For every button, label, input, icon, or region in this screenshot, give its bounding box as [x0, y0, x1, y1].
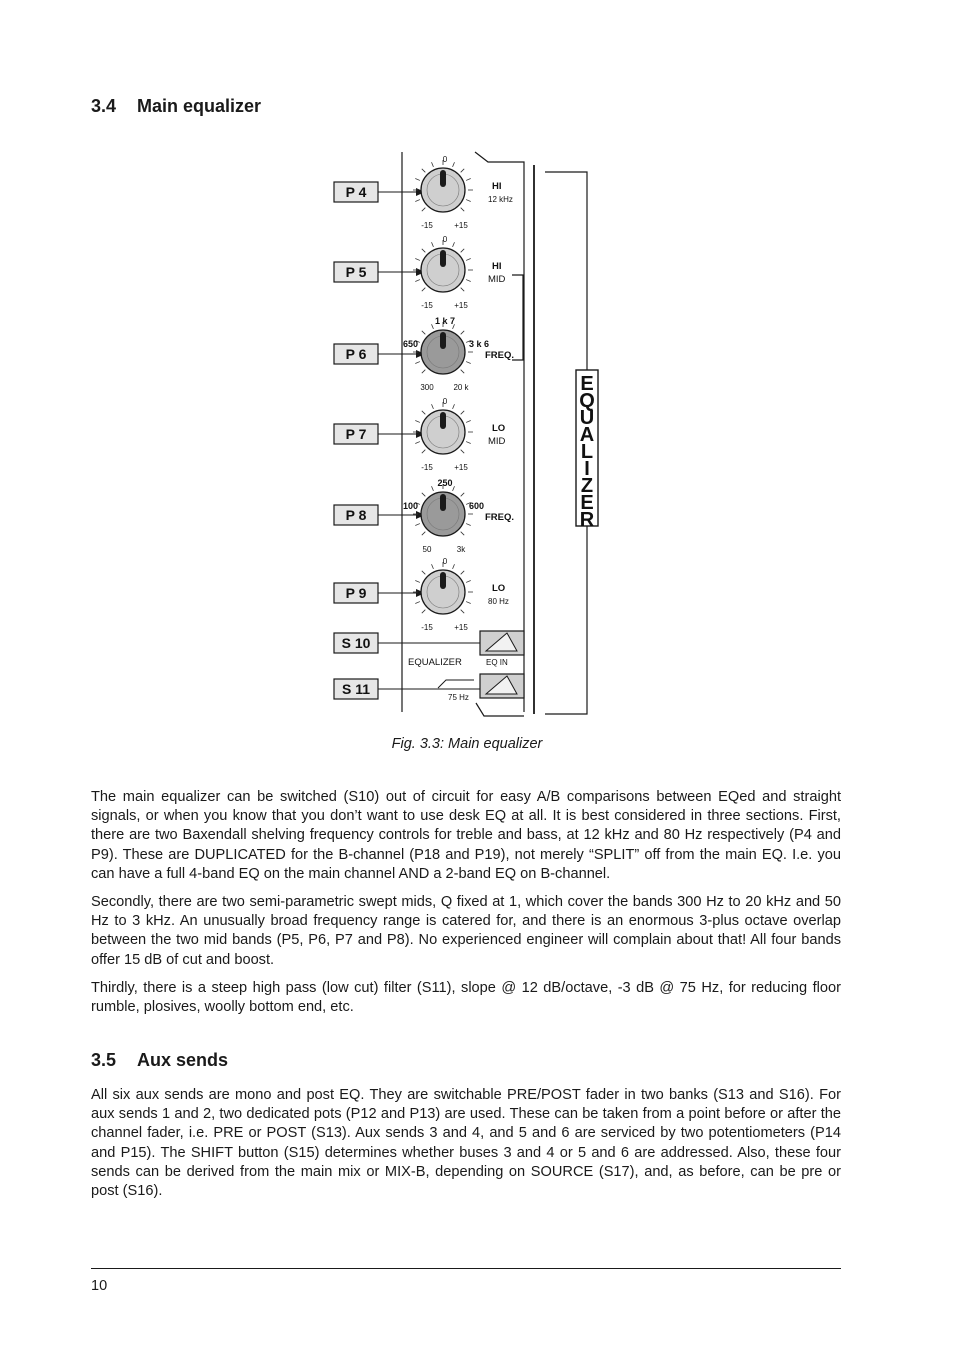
svg-text:+15: +15	[454, 623, 468, 632]
svg-text:1 k 7: 1 k 7	[434, 316, 456, 326]
svg-text:P 4: P 4	[345, 184, 367, 200]
svg-text:FREQ.: FREQ.	[485, 512, 515, 523]
svg-text:MID: MID	[488, 436, 506, 447]
label-s10	[334, 633, 480, 653]
svg-text:20 k: 20 k	[453, 383, 469, 392]
svg-text:LO: LO	[492, 423, 506, 434]
svg-text:S 10: S 10	[341, 635, 371, 651]
footer-rule	[91, 1268, 841, 1269]
label-p5	[334, 262, 425, 282]
label-p7	[334, 424, 425, 444]
svg-text:P 7: P 7	[345, 426, 367, 442]
switch-s11[interactable]	[480, 674, 524, 698]
paragraph-1: The main equalizer can be switched (S10) out of circuit for easy A/B comparisons between EQed and straight signals, or when you know that you don’t want to use desk EQ at all. It is best considered in three sections. First, there are two Baxendall shelving frequency controls for treble and bass, at 12 kHz and 80 Hz respectively (P4 and P9). These are DUPLICATED for the B-channel (P18 and P19), not merely “SPLIT” off from the main EQ. I.e. you can have a full 4-band EQ on the main channel AND a 2-band EQ on B-channel.	[91, 789, 841, 882]
svg-text:80 Hz: 80 Hz	[488, 597, 509, 606]
svg-text:S 11: S 11	[341, 681, 371, 697]
knob-6[interactable]	[413, 557, 509, 632]
svg-text:P 5: P 5	[345, 264, 367, 280]
svg-text:P 6: P 6	[345, 346, 367, 362]
svg-text:+15: +15	[454, 221, 468, 230]
knob-4[interactable]	[413, 397, 506, 472]
label-p9	[334, 583, 425, 603]
svg-text:-15: -15	[421, 301, 433, 310]
svg-text:LO: LO	[492, 583, 506, 594]
figure-caption: Fig. 3.3: Main equalizer	[391, 736, 543, 752]
section-number: 3.5	[91, 1050, 117, 1070]
svg-text:50: 50	[422, 545, 432, 554]
paragraph-3: Thirdly, there is a steep high pass (low cut) filter (S11), slope @ 12 dB/octave, -3 dB @ 75 Hz, for reducing floor rumble, plosives, woolly bottom end, etc.	[91, 980, 841, 1016]
knob-pointer	[440, 170, 446, 187]
svg-text:MID: MID	[488, 274, 506, 285]
svg-text:650: 650	[402, 339, 418, 349]
svg-text:600: 600	[469, 501, 485, 511]
knob-pointer	[440, 332, 446, 349]
svg-text:FREQ.: FREQ.	[485, 350, 515, 361]
section-number: 3.4	[91, 96, 117, 116]
knob-pointer	[440, 572, 446, 589]
paragraph-aux: All six aux sends are mono and post EQ. They are switchable PRE/POST fader in two banks (S13 and S16). For aux sends 1 and 2, two dedicated pots (P12 and P13) are used. These can be taken from a point before or after the channel fader, i.e. PRE or POST (S13). Aux sends 3 and 4, and 5 and 6 are serviced by two potentiometers (P14 and P15). The SHIFT button (S15) determines whether buses 3 and 4 or 5 and 6 are addressed. Also, these four sends can be derived from the main mix or MIX-B, depending on SOURCE (S17), and, as before, can be pre or post (S16).	[91, 1087, 841, 1200]
svg-text:0: 0	[442, 397, 448, 406]
svg-text:-15: -15	[421, 463, 433, 472]
svg-text:300: 300	[420, 383, 434, 392]
svg-text:0: 0	[442, 557, 448, 566]
svg-text:0: 0	[442, 235, 448, 244]
section-heading-aux-sends	[91, 1050, 228, 1071]
knob-pointer	[440, 412, 446, 429]
eq-in-label: EQ IN	[486, 658, 508, 667]
svg-text:-15: -15	[421, 623, 433, 632]
knobs	[403, 155, 514, 632]
equalizer-side-label	[576, 370, 598, 531]
svg-text:+15: +15	[454, 301, 468, 310]
section-title: Aux sends	[137, 1050, 229, 1070]
side-label-text: E Q U A L I Z E R	[579, 373, 595, 531]
svg-text:3 k 6: 3 k 6	[469, 339, 490, 349]
svg-text:100: 100	[402, 501, 418, 511]
switches	[408, 631, 524, 702]
equalizer-section-label: EQUALIZER	[408, 657, 462, 668]
svg-text:HI: HI	[492, 181, 502, 192]
svg-text:+15: +15	[454, 463, 468, 472]
svg-text:P 8: P 8	[345, 507, 367, 523]
svg-text:-15: -15	[421, 221, 433, 230]
hz-label: 75 Hz	[448, 693, 469, 702]
svg-text:0: 0	[442, 155, 448, 164]
page-number: 10	[91, 1278, 108, 1294]
label-p4	[334, 182, 425, 202]
paragraph-2: Secondly, there are two semi-parametric swept mids, Q fixed at 1, which cover the bands 300 Hz to 20 kHz and 50 Hz to 3 kHz. An unusually broad frequency range is catered for, and there is an enormous 3-plus octave overlap between the two mid bands (P5, P6, P7 and P8). No experienced engineer will complain about that! All four bands offer 15 dB of cut and boost.	[91, 894, 841, 968]
svg-text:HI: HI	[492, 261, 502, 272]
svg-text:P 9: P 9	[345, 585, 367, 601]
knob-1[interactable]	[413, 155, 513, 230]
knob-pointer	[440, 494, 446, 511]
section-title: Main equalizer	[137, 96, 262, 116]
knob-pointer	[440, 250, 446, 267]
svg-text:250: 250	[437, 478, 453, 488]
knob-2[interactable]	[413, 235, 506, 310]
svg-text:12 kHz: 12 kHz	[488, 195, 513, 204]
svg-text:3k: 3k	[456, 545, 466, 554]
switch-s10[interactable]	[480, 631, 524, 655]
